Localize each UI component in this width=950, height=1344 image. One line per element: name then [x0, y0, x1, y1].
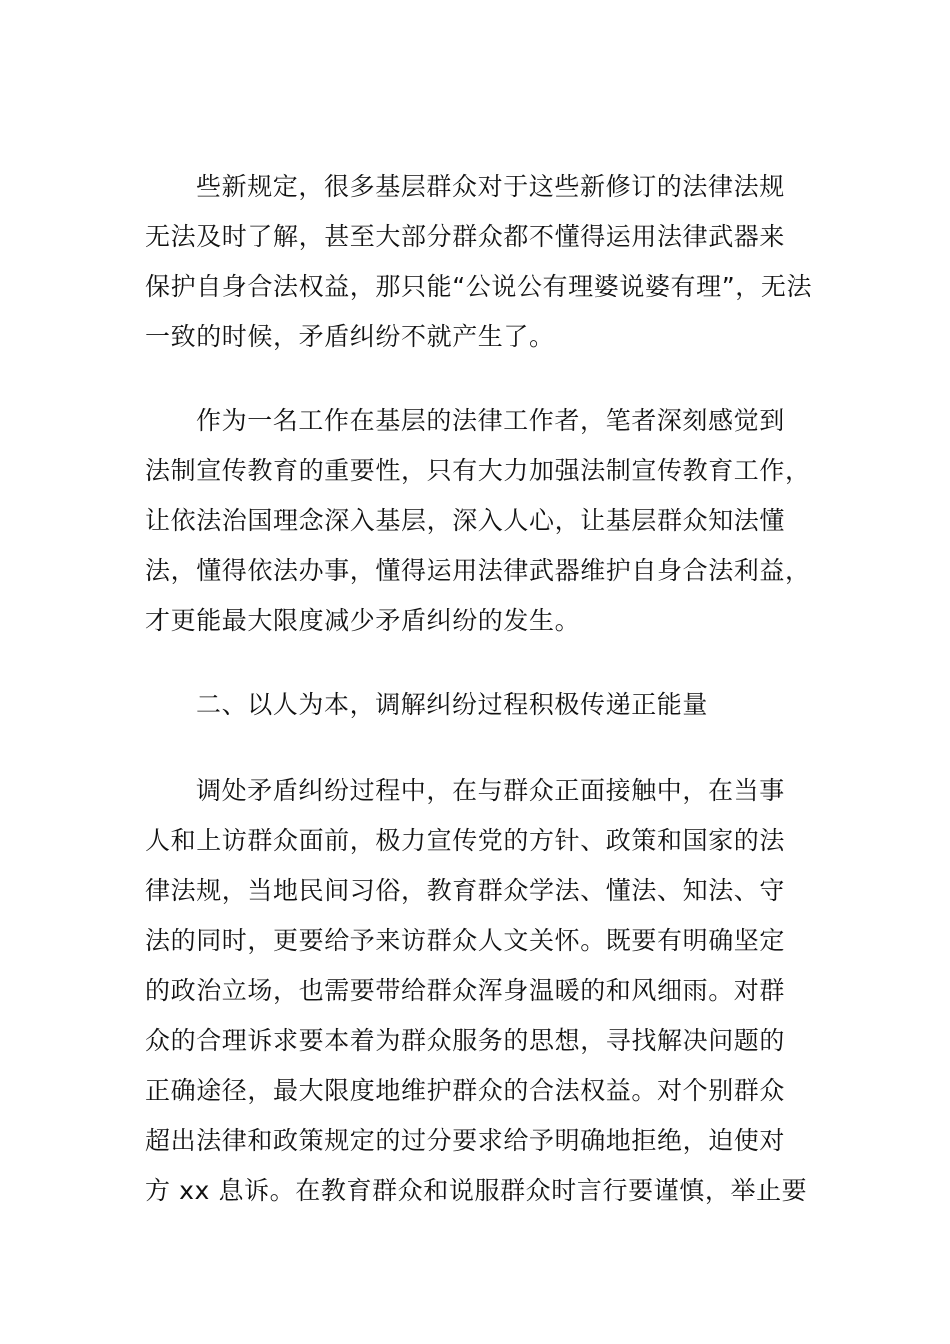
text-line: 正确途径，最大限度地维护群众的合法权益。对个别群众 [145, 1076, 786, 1105]
text-line: 无法及时了解，甚至大部分群众都不懂得运用法律武器来 [145, 222, 786, 251]
text-line: 方 xx 息诉。在教育群众和说服群众时言行要谨慎，举止要 [145, 1176, 808, 1205]
text-line: 让依法治国理念深入基层，深入人心，让基层群众知法懂 [145, 506, 786, 535]
text-line: 才更能最大限度减少矛盾纠纷的发生。 [145, 606, 581, 635]
text-line: 超出法律和政策规定的过分要求给予明确地拒绝，迫使对 [145, 1126, 786, 1155]
text-line: 法的同时，更要给予来访群众人文关怀。既要有明确坚定 [145, 926, 786, 955]
text-line: 人和上访群众面前，极力宣传党的方针、政策和国家的法 [145, 826, 786, 855]
text-line: 保护自身合法权益，那只能“公说公有理婆说婆有理”，无法 [145, 272, 813, 301]
text-line: 一致的时候，矛盾纠纷不就产生了。 [145, 322, 555, 351]
text-line: 调处矛盾纠纷过程中，在与群众正面接触中，在当事 [196, 776, 785, 805]
section-heading: 二、以人为本，调解纠纷过程积极传递正能量 [196, 690, 709, 719]
text-line: 法制宣传教育的重要性，只有大力加强法制宣传教育工作， [145, 456, 811, 485]
text-line: 些新规定，很多基层群众对于这些新修订的法律法规 [196, 172, 785, 201]
text-line: 律法规，当地民间习俗，教育群众学法、懂法、知法、守 [145, 876, 786, 905]
text-line: 法，懂得依法办事，懂得运用法律武器维护自身合法利益， [145, 556, 811, 585]
text-line: 作为一名工作在基层的法律工作者，笔者深刻感觉到 [196, 406, 785, 435]
text-line: 众的合理诉求要本着为群众服务的思想，寻找解决问题的 [145, 1026, 786, 1055]
text-line: 的政治立场，也需要带给群众浑身温暖的和风细雨。对群 [145, 976, 786, 1005]
